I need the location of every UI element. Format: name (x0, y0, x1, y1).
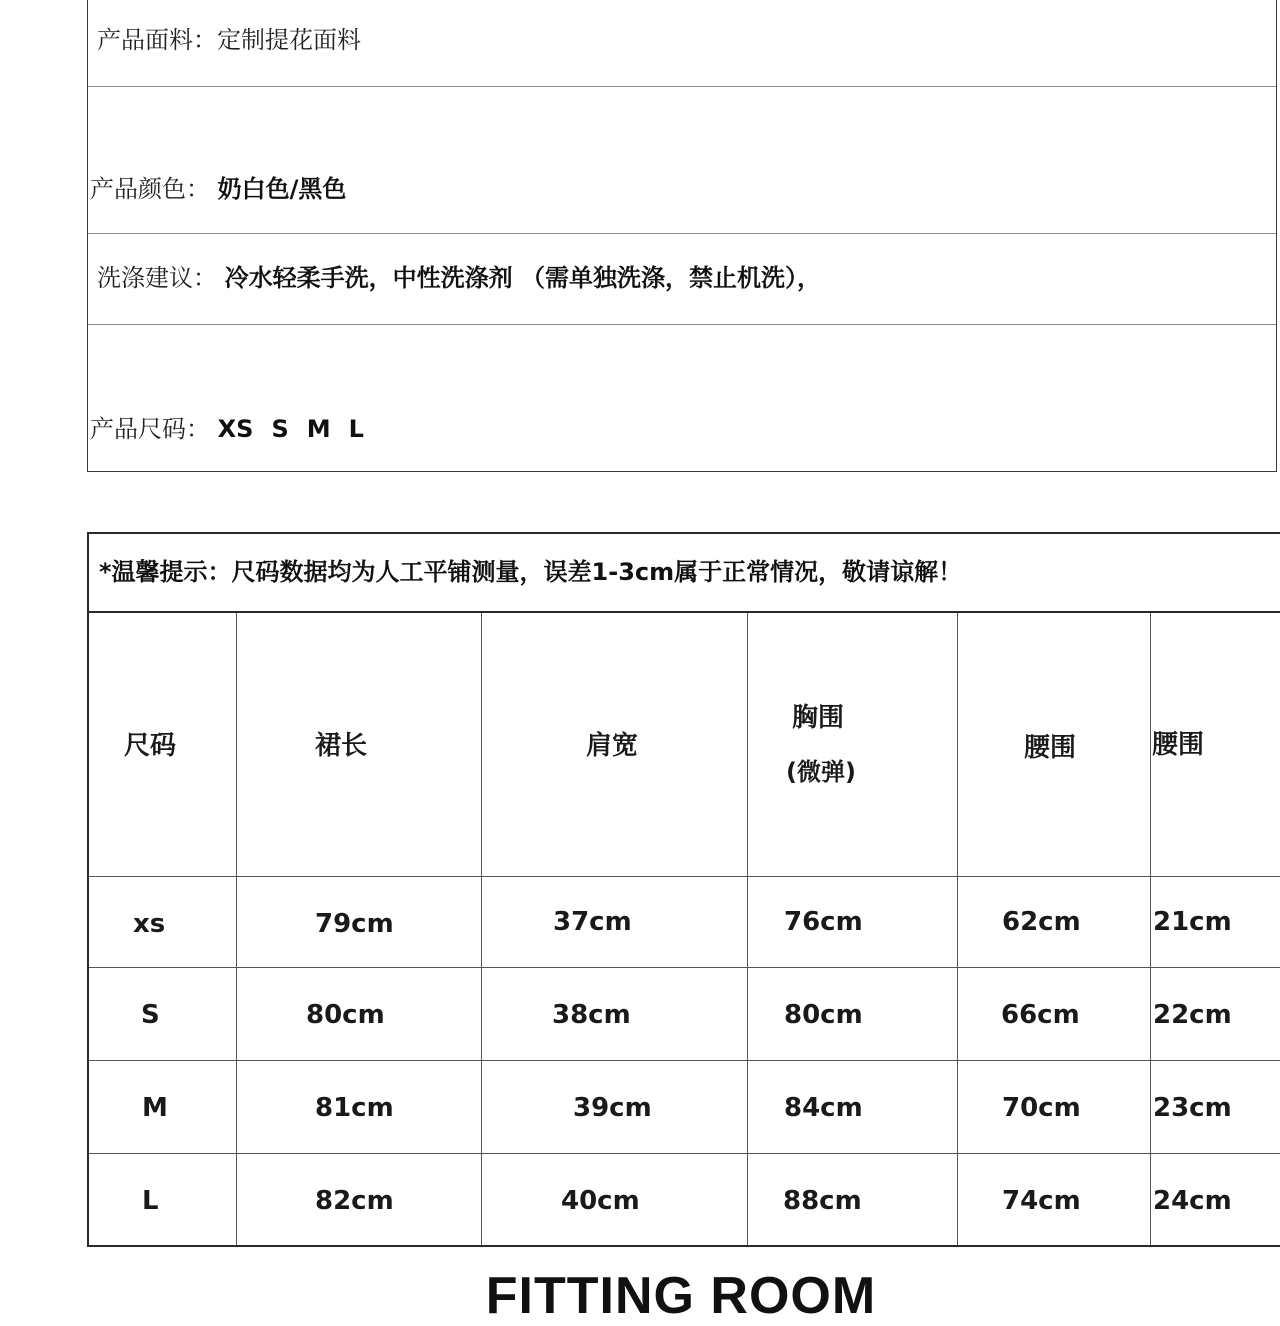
notice-text: *温馨提示：尺码数据均为人工平铺测量，误差1-3cm属于正常情况，敬请谅解！ (99, 558, 963, 586)
cell-bust-s: 80cm (784, 1000, 863, 1030)
cell-waist2-m: 23cm (1153, 1093, 1232, 1123)
size-option-s: S (271, 415, 289, 443)
size-chart (87, 532, 1280, 1247)
column-divider (236, 613, 237, 1245)
cell-size-m: M (142, 1093, 168, 1123)
column-divider (957, 613, 958, 1245)
size-chart-grid (89, 613, 1280, 1245)
cell-length-xs: 79cm (315, 909, 394, 939)
fabric-label: 产品面料： (97, 26, 217, 54)
cell-waist2-l: 24cm (1153, 1186, 1232, 1216)
cell-waist-xs: 62cm (1002, 907, 1081, 937)
size-line (90, 415, 382, 443)
cell-waist-m: 70cm (1002, 1093, 1081, 1123)
cell-waist-s: 66cm (1001, 1000, 1080, 1030)
fabric-row (88, 0, 1276, 87)
fabric-line (97, 26, 361, 54)
cell-waist-l: 74cm (1002, 1186, 1081, 1216)
cell-length-s: 80cm (306, 1000, 385, 1030)
measurement-notice (89, 534, 1280, 613)
column-divider (1150, 613, 1151, 1245)
row-divider (89, 967, 1280, 968)
cell-bust-l: 88cm (783, 1186, 862, 1216)
cell-length-m: 81cm (315, 1093, 394, 1123)
header-bust-note: (微弹) (786, 758, 856, 786)
row-divider (89, 1153, 1280, 1154)
fabric-value: 定制提花面料 (217, 26, 361, 54)
wash-line (97, 264, 821, 292)
cell-size-s: S (141, 1000, 160, 1030)
column-divider (481, 613, 482, 1245)
header-length: 裙长 (315, 731, 368, 761)
row-divider (89, 1060, 1280, 1061)
size-list (218, 415, 382, 443)
cell-size-xs: xs (133, 909, 166, 939)
cell-bust-xs: 76cm (784, 907, 863, 937)
cell-bust-m: 84cm (784, 1093, 863, 1123)
cell-shoulder-l: 40cm (561, 1186, 640, 1216)
header-waist-2: 腰围 (1152, 730, 1205, 760)
cell-shoulder-m: 39cm (573, 1093, 652, 1123)
cell-size-l: L (142, 1186, 159, 1216)
header-size: 尺码 (124, 731, 177, 761)
size-row (88, 325, 1276, 472)
cell-length-l: 82cm (315, 1186, 394, 1216)
color-line (90, 175, 346, 203)
row-divider (89, 876, 1280, 877)
header-waist: 腰围 (1024, 733, 1077, 763)
cell-waist2-s: 22cm (1153, 1000, 1232, 1030)
cell-shoulder-xs: 37cm (553, 907, 632, 937)
size-option-xs: XS (217, 415, 254, 443)
fitting-room-title: FITTING ROOM (485, 1267, 877, 1325)
header-bust (786, 703, 856, 787)
wash-row (88, 234, 1276, 325)
wash-value: 冷水轻柔手洗，中性洗涤剂 （需单独洗涤，禁止机洗）， (224, 264, 821, 292)
header-shoulder: 肩宽 (586, 731, 639, 761)
size-option-l: L (348, 415, 364, 443)
color-row (88, 87, 1276, 234)
column-divider (747, 613, 748, 1245)
color-label: 产品颜色： (90, 175, 210, 203)
wash-label: 洗涤建议： (97, 264, 217, 292)
size-option-m: M (306, 415, 331, 443)
product-info-table (87, 0, 1277, 472)
cell-waist2-xs: 21cm (1153, 907, 1232, 937)
cell-shoulder-s: 38cm (552, 1000, 631, 1030)
color-value: 奶白色/黑色 (217, 175, 347, 203)
size-label: 产品尺码： (90, 415, 210, 443)
header-bust-label: 胸围 (792, 703, 845, 733)
